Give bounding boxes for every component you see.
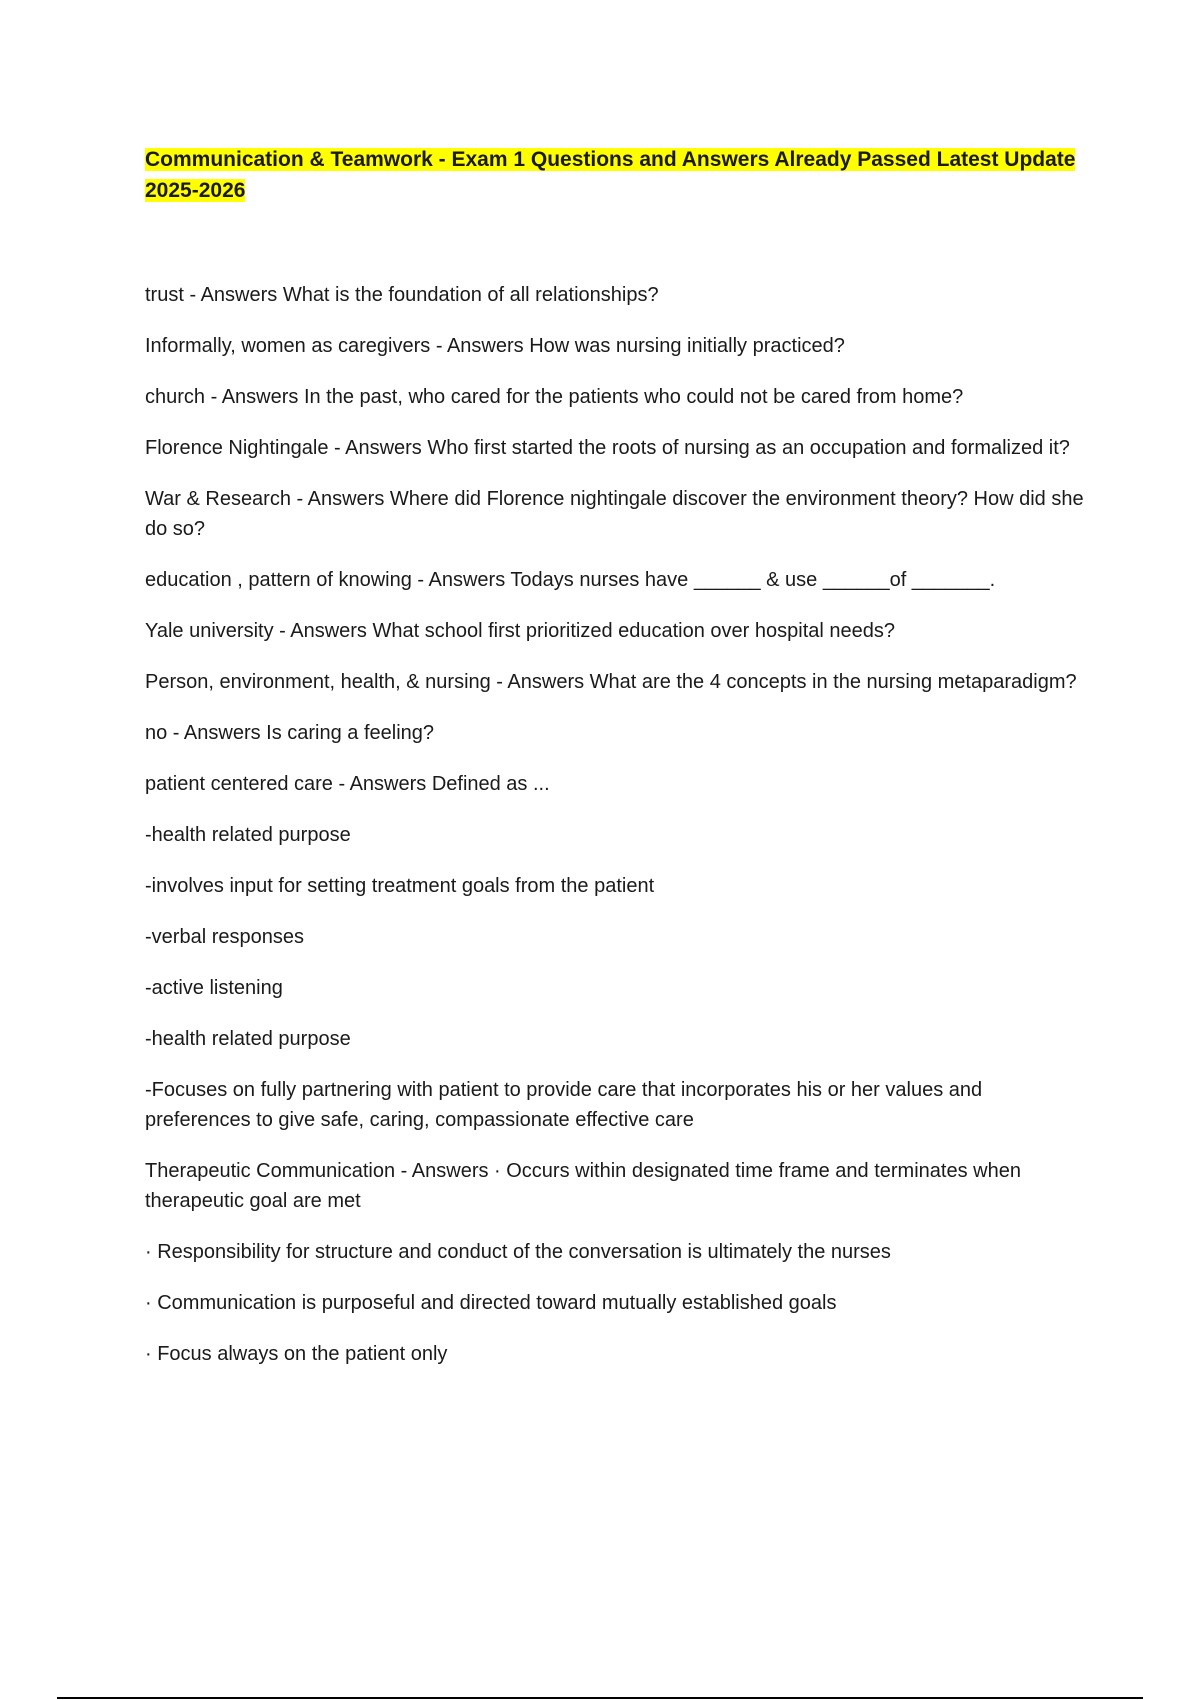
- qa-paragraph: -health related purpose: [145, 824, 351, 846]
- qa-paragraph: Yale university - Answers What school first prioritized education over hospital needs?: [145, 620, 895, 642]
- qa-paragraph: education , pattern of knowing - Answers Todays nurses have ______ & use ______of _______.: [145, 569, 996, 591]
- qa-paragraph: · Focus always on the patient only: [145, 1343, 448, 1365]
- qa-paragraph: Therapeutic Communication - Answers · Occurs within designated time frame and terminates when therapeutic goal are met: [145, 1160, 1021, 1212]
- qa-paragraph: · Responsibility for structure and conduct of the conversation is ultimately the nurses: [145, 1241, 891, 1263]
- document-body: [145, 280, 1085, 1390]
- qa-paragraph: War & Research - Answers Where did Florence nightingale discover the environment theory? How did she do so?: [145, 488, 1084, 540]
- qa-paragraph: Informally, women as caregivers - Answers How was nursing initially practiced?: [145, 335, 845, 357]
- page-bottom-rule: [57, 1697, 1143, 1699]
- document-title: [145, 144, 1085, 206]
- qa-paragraph: trust - Answers What is the foundation of all relationships?: [145, 284, 659, 306]
- qa-paragraph: -active listening: [145, 977, 283, 999]
- qa-paragraph: no - Answers Is caring a feeling?: [145, 722, 435, 744]
- qa-paragraph: -verbal responses: [145, 926, 304, 948]
- qa-paragraph: church - Answers In the past, who cared for the patients who could not be cared from home?: [145, 386, 964, 408]
- qa-paragraph: -health related purpose: [145, 1028, 351, 1050]
- qa-paragraph: -involves input for setting treatment goals from the patient: [145, 875, 655, 897]
- qa-paragraph: -Focuses on fully partnering with patient to provide care that incorporates his or her values and preferences to give safe, caring, compassionate effective care: [145, 1079, 983, 1131]
- document-title-text: Communication & Teamwork - Exam 1 Questions and Answers Already Passed Latest Update 2025-2026: [145, 148, 1076, 202]
- qa-paragraph: patient centered care - Answers Defined as ...: [145, 773, 550, 795]
- qa-paragraph: · Communication is purposeful and directed toward mutually established goals: [145, 1292, 837, 1314]
- qa-paragraph: Florence Nightingale - Answers Who first started the roots of nursing as an occupation and formalized it?: [145, 437, 1070, 459]
- qa-paragraph: Person, environment, health, & nursing - Answers What are the 4 concepts in the nursing metaparadigm?: [145, 671, 1077, 693]
